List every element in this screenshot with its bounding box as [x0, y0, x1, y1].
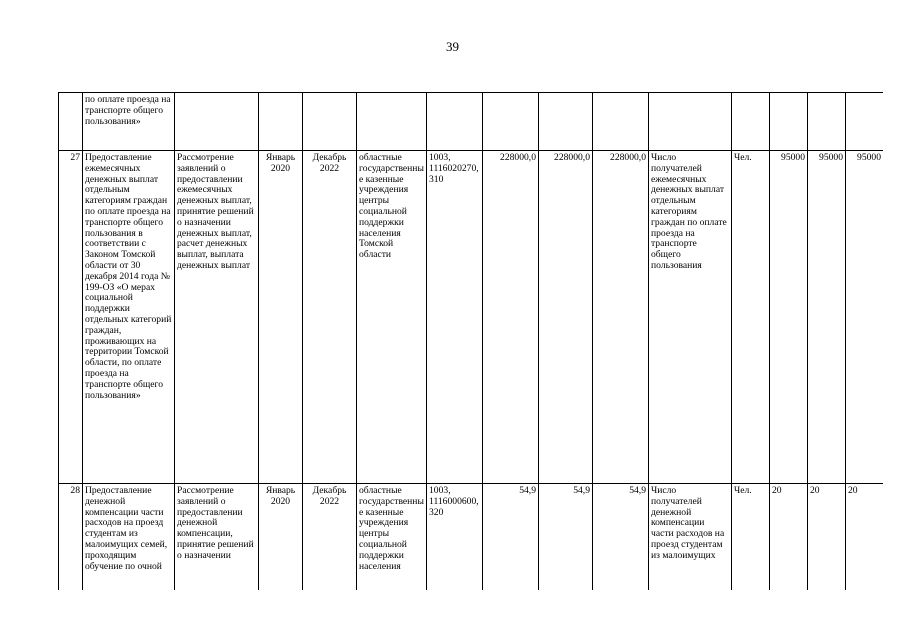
cell-amount-2: 228000,0: [539, 151, 593, 484]
cell-code: 1003, 1116000600, 320: [427, 484, 483, 591]
cell-start: Январь 2020: [259, 151, 303, 484]
cell-amount-3: 228000,0: [593, 151, 649, 484]
cell-value-1: 95000: [770, 151, 808, 484]
cell-value-3: 20: [846, 484, 884, 591]
cell-activity: Предоставление денежной компенсации части расходов на проезд студентам из малоимущих семей, проходящим обучение по очной: [83, 484, 175, 591]
cell-value-1: 20: [770, 484, 808, 591]
cell-activity: Предоставление ежемесячных денежных выплат отдельным категориям граждан по оплате проезда на транспорте общего пользования в соответствии с Законом Томской области от 30 декабря 2014 года № 199-ОЗ «О мерах социальной поддержки отдельных категорий граждан, проживающих на территории Томской области, по оплате проезда на транспорте общего пользования»: [83, 151, 175, 484]
cell-executor: областные государственные казенные учреждения центры социальной поддержки населения Томской области: [357, 151, 427, 484]
cell-amount-3: 54,9: [593, 484, 649, 591]
cell-code: 1003, 1116020270, 310: [427, 151, 483, 484]
cell-amount-1: 54,9: [483, 484, 539, 591]
cell-end: Декабрь 2022: [303, 151, 357, 484]
cell-amount-1: 228000,0: [483, 151, 539, 484]
cell-num: 27: [59, 151, 83, 484]
table-row: [59, 484, 884, 591]
cell-amount-2: 54,9: [539, 484, 593, 591]
cell-indicator: Число получателей денежной компенсации части расходов на проезд студентам из малоимущих: [649, 484, 732, 591]
cell-action: Рассмотрение заявлений о предоставлении ежемесячных денежных выплат, принятие решений о назначении денежных выплат, расчет денежных выплат, выплата денежных выплат: [175, 151, 259, 484]
cell-value-2: 95000: [808, 151, 846, 484]
cell-action: Рассмотрение заявлений о предоставлении денежной компенсации, принятие решений о назначении: [175, 484, 259, 591]
program-table-sheet: [58, 92, 883, 590]
cell-start: Январь 2020: [259, 484, 303, 591]
table-row-continuation: [59, 93, 884, 151]
cell-num: 28: [59, 484, 83, 591]
cell-indicator: Число получателей ежемесячных денежных выплат отдельным категориям граждан по оплате проезда на транспорте общего пользования: [649, 151, 732, 484]
cell-value-3: 95000: [846, 151, 884, 484]
cell-end: Декабрь 2022: [303, 484, 357, 591]
cell-unit: Чел.: [732, 484, 770, 591]
cell-executor: областные государственные казенные учреждения центры социальной поддержки населения: [357, 484, 427, 591]
cell-value-2: 20: [808, 484, 846, 591]
cell-unit: Чел.: [732, 151, 770, 484]
cell-num: [59, 93, 83, 151]
cell-activity-continuation: по оплате проезда на транспорте общего пользования»: [83, 93, 175, 151]
program-table: [58, 92, 883, 590]
page-number: 39: [446, 39, 459, 54]
table-row: [59, 151, 884, 484]
